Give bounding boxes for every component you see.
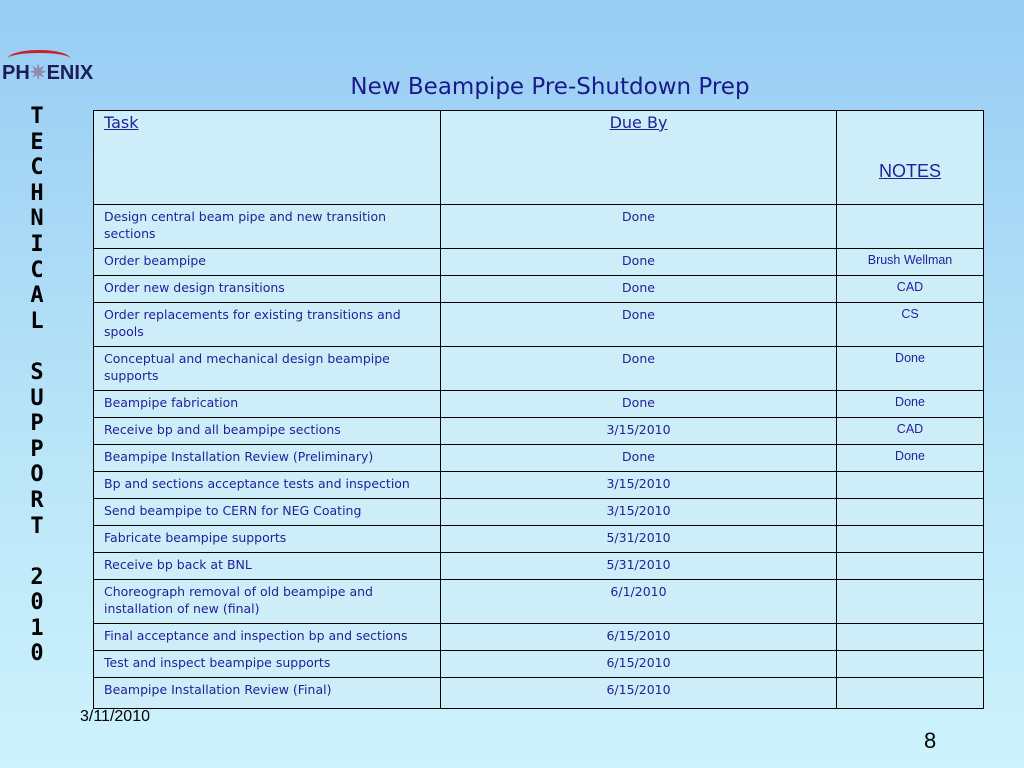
sidebar-letter: O — [30, 462, 44, 488]
sidebar-letter: C — [30, 257, 44, 283]
notes-cell: CS — [837, 303, 984, 347]
task-header: Task — [94, 111, 441, 205]
sidebar-letter: L — [30, 308, 44, 334]
sidebar-letter: T — [30, 104, 44, 129]
task-cell: Beampipe Installation Review (Final) — [94, 678, 441, 709]
notes-cell — [837, 553, 984, 580]
notes-cell: Done — [837, 391, 984, 418]
task-cell: Test and inspect beampipe supports — [94, 651, 441, 678]
table-row — [94, 445, 984, 472]
sidebar-letter: N — [30, 206, 44, 232]
sidebar-letter: T — [30, 513, 44, 539]
sidebar-letter: 1 — [30, 615, 44, 641]
due-date-cell: 6/1/2010 — [441, 580, 837, 624]
notes-cell: Brush Wellman — [837, 249, 984, 276]
table-row — [94, 499, 984, 526]
task-cell: Design central beam pipe and new transition sections — [94, 205, 441, 249]
phenix-logo — [0, 50, 100, 86]
due-date-cell: Done — [441, 205, 837, 249]
notes-cell: Done — [837, 445, 984, 472]
task-cell: Beampipe fabrication — [94, 391, 441, 418]
due-date-cell: 3/15/2010 — [441, 499, 837, 526]
notes-cell — [837, 499, 984, 526]
due-date-cell: Done — [441, 276, 837, 303]
notes-cell — [837, 472, 984, 499]
table-header-row — [94, 111, 984, 205]
due-date-cell: 6/15/2010 — [441, 651, 837, 678]
sidebar-letter: 2 — [30, 564, 44, 590]
page-number: 8 — [924, 728, 937, 753]
due-by-header: Due By — [441, 111, 837, 205]
due-date-cell: 6/15/2010 — [441, 678, 837, 709]
table-row — [94, 553, 984, 580]
table-row — [94, 678, 984, 709]
task-cell: Beampipe Installation Review (Preliminary) — [94, 445, 441, 472]
sidebar-letter: 0 — [30, 641, 44, 667]
sidebar-letter: I — [30, 231, 44, 257]
due-date-cell: Done — [441, 303, 837, 347]
task-table — [93, 110, 984, 709]
table-row — [94, 347, 984, 391]
task-cell: Final acceptance and inspection bp and sections — [94, 624, 441, 651]
table-row — [94, 526, 984, 553]
sidebar-letter: H — [30, 180, 44, 206]
due-date-cell: Done — [441, 347, 837, 391]
table-row — [94, 472, 984, 499]
task-cell: Order beampipe — [94, 249, 441, 276]
task-cell: Conceptual and mechanical design beampipe supports — [94, 347, 441, 391]
sidebar-letter: P — [30, 411, 44, 437]
task-cell: Send beampipe to CERN for NEG Coating — [94, 499, 441, 526]
sidebar-letter: U — [30, 385, 44, 411]
notes-cell — [837, 624, 984, 651]
notes-header: NOTES — [837, 111, 984, 205]
sidebar-letter — [22, 539, 52, 565]
due-date-cell: 5/31/2010 — [441, 553, 837, 580]
task-cell: Order new design transitions — [94, 276, 441, 303]
due-date-cell: 6/15/2010 — [441, 624, 837, 651]
footer-date: 3/11/2010 — [80, 708, 150, 725]
table-row — [94, 418, 984, 445]
sidebar-letter: A — [30, 283, 44, 309]
sidebar-letter: E — [30, 129, 44, 155]
notes-cell: CAD — [837, 276, 984, 303]
due-date-cell: 5/31/2010 — [441, 526, 837, 553]
task-cell: Bp and sections acceptance tests and inspection — [94, 472, 441, 499]
task-cell: Fabricate beampipe supports — [94, 526, 441, 553]
notes-cell — [837, 205, 984, 249]
slide-title: New Beampipe Pre-Shutdown Prep — [350, 74, 750, 100]
notes-cell — [837, 678, 984, 709]
table-row — [94, 651, 984, 678]
notes-cell — [837, 580, 984, 624]
sidebar-letter: C — [30, 155, 44, 181]
table-row — [94, 303, 984, 347]
task-cell: Receive bp and all beampipe sections — [94, 418, 441, 445]
sidebar-letter: P — [30, 436, 44, 462]
logo-wordmark: PH✷ENIX — [2, 62, 94, 84]
due-date-cell: 3/15/2010 — [441, 472, 837, 499]
table-row — [94, 276, 984, 303]
table-row — [94, 624, 984, 651]
sidebar-letter: R — [30, 487, 44, 513]
notes-cell — [837, 526, 984, 553]
notes-cell — [837, 651, 984, 678]
sidebar-letter: S — [30, 359, 44, 385]
due-date-cell: Done — [441, 249, 837, 276]
table-row — [94, 391, 984, 418]
sidebar-letter: 0 — [30, 590, 44, 616]
task-cell: Order replacements for existing transitions and spools — [94, 303, 441, 347]
task-cell: Receive bp back at BNL — [94, 553, 441, 580]
notes-cell: Done — [837, 347, 984, 391]
table-row — [94, 205, 984, 249]
notes-cell: CAD — [837, 418, 984, 445]
table-row — [94, 580, 984, 624]
technical-support-vertical-text — [22, 104, 52, 667]
due-date-cell: Done — [441, 391, 837, 418]
due-date-cell: 3/15/2010 — [441, 418, 837, 445]
task-cell: Choreograph removal of old beampipe and installation of new (final) — [94, 580, 441, 624]
table-row — [94, 249, 984, 276]
sidebar-letter — [22, 334, 52, 360]
due-date-cell: Done — [441, 445, 837, 472]
